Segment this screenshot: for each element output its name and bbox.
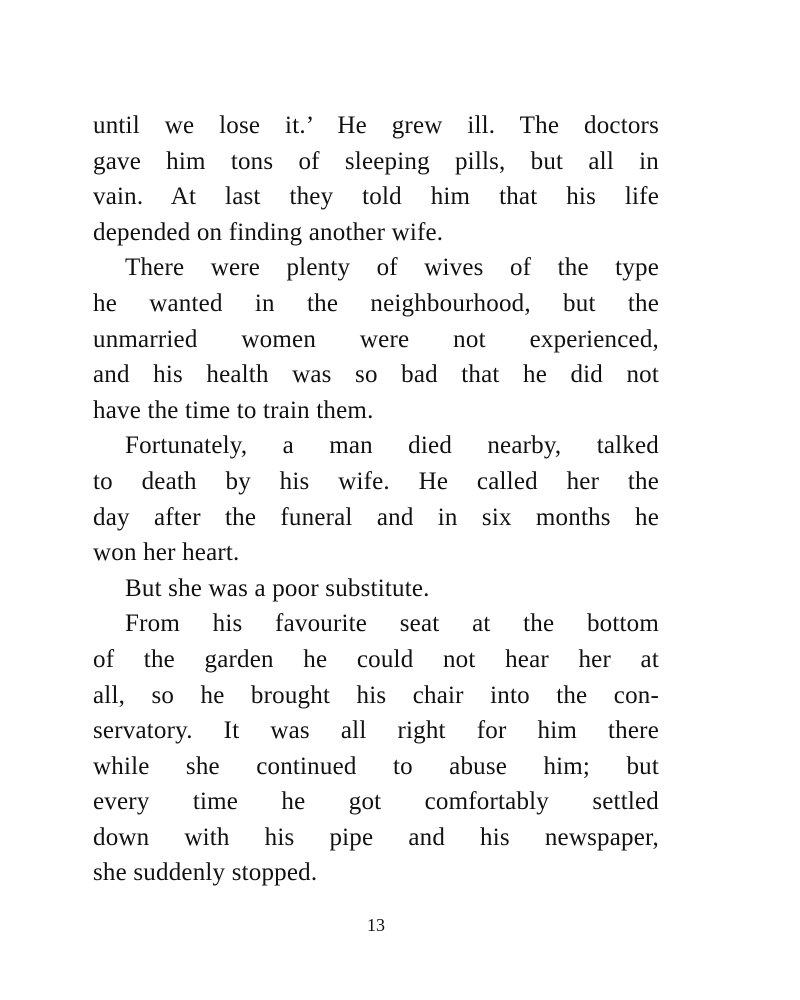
paragraph-5 <box>93 606 659 891</box>
text-line: and his health was so bad that he did not <box>93 361 659 389</box>
text-line: while she continued to abuse him; but <box>93 752 659 780</box>
text-line: There were plenty of wives of the type <box>125 254 659 282</box>
text-line: From his favourite seat at the bottom <box>125 610 659 638</box>
paragraph-4 <box>93 571 659 607</box>
text-line: depended on finding another wife. <box>93 218 444 246</box>
body-text <box>93 108 659 891</box>
text-line: Fortunately, a man died nearby, talked <box>125 432 659 460</box>
text-line: gave him tons of sleeping pills, but all in <box>93 147 659 175</box>
text-line: won her heart. <box>93 539 240 567</box>
text-line: she suddenly stopped. <box>93 859 318 887</box>
paragraph-1 <box>93 108 659 250</box>
text-line: all, so he brought his chair into the con- <box>93 681 659 709</box>
text-line: he wanted in the neighbourhood, but the <box>93 289 659 317</box>
text-line: servatory. It was all right for him there <box>93 717 659 745</box>
paragraph-3 <box>93 428 659 570</box>
text-line: of the garden he could not hear her at <box>93 645 659 673</box>
text-line: But she was a poor substitute. <box>125 574 430 602</box>
text-line: have the time to train them. <box>93 396 374 424</box>
text-line: unmarried women were not experienced, <box>93 325 659 353</box>
text-line: to death by his wife. He called her the <box>93 467 659 495</box>
text-line: day after the funeral and in six months he <box>93 503 659 531</box>
text-line: vain. At last they told him that his life <box>93 183 659 211</box>
text-line: every time he got comfortably settled <box>93 788 659 816</box>
paragraph-2 <box>93 250 659 428</box>
text-line: down with his pipe and his newspaper, <box>93 823 659 851</box>
page-number: 13 <box>367 915 385 935</box>
text-line: until we lose it.’ He grew ill. The doctors <box>93 112 659 139</box>
